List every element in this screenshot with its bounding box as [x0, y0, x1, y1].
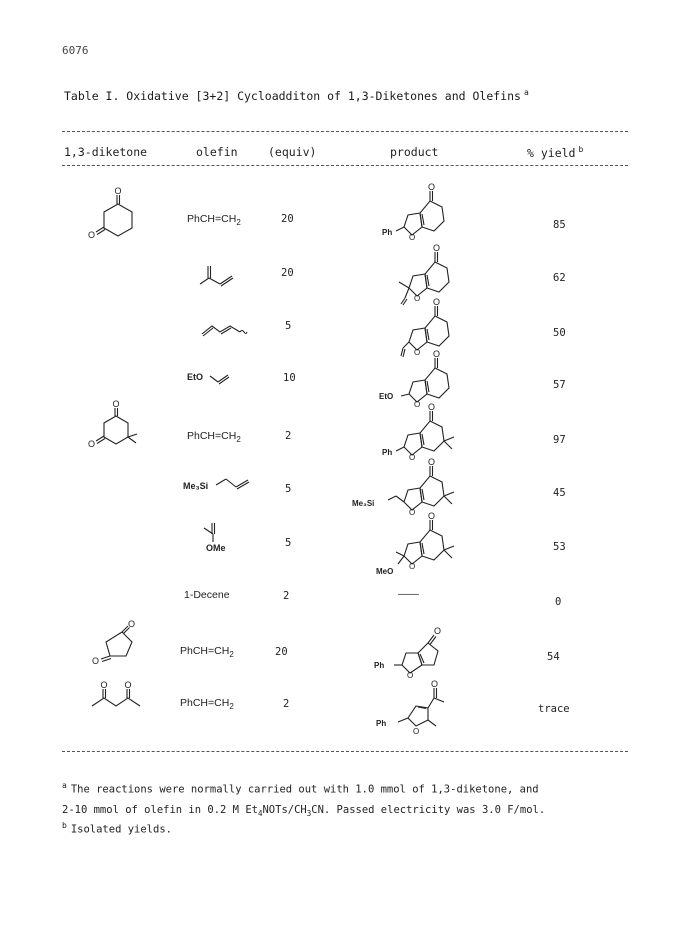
product-ring-oxygen: O: [409, 453, 416, 462]
product-ethoxy-label: EtO: [379, 392, 394, 401]
footnote-a-line2-pre: 2-10 mmol of olefin in 0.2 M Et: [62, 804, 258, 816]
header-top-rule: [62, 131, 628, 132]
table-title-text: Table I. Oxidative [3+2] Cycloadditon of 1,3-Diketones and Olefins: [64, 88, 521, 103]
olefin-formula: EtO: [187, 372, 204, 382]
header-olefin: olefin: [196, 145, 238, 159]
equiv-cell: 2: [283, 590, 290, 602]
olefin-subscript: 2: [229, 650, 234, 660]
olefin-subscript: 2: [229, 702, 234, 712]
product-structure-row9: [370, 625, 470, 681]
olefin-cell: [180, 645, 234, 659]
equiv-cell: 20: [281, 267, 294, 279]
equiv-cell: 10: [283, 372, 296, 384]
page-number: 6076: [62, 44, 89, 57]
no-product-cell: ——: [398, 588, 419, 600]
yield-cell: 85: [553, 219, 566, 231]
product-structure-row7: [370, 511, 480, 576]
olefin-formula: Me₃Si: [183, 481, 209, 491]
product-phenyl-label: Ph: [382, 228, 393, 237]
footnote-b: [62, 821, 172, 836]
product-ring-oxygen: O: [414, 348, 421, 357]
olefin-cell: [187, 372, 203, 382]
product-ketone-oxygen: O: [434, 626, 442, 636]
product-ketone-oxygen: O: [433, 349, 441, 359]
product-structure-row6: [350, 457, 470, 520]
product-ring-oxygen: O: [414, 294, 421, 303]
footnote-b-text: Isolated yields.: [70, 823, 172, 836]
ketone-oxygen-label: O: [114, 186, 122, 196]
product-structure-row10: [370, 679, 470, 736]
product-structure-row1: [380, 182, 470, 245]
equiv-cell: 20: [275, 646, 288, 658]
olefin-cell: [187, 430, 241, 444]
dimedone-structure: [88, 399, 158, 456]
header-product: product: [390, 145, 439, 159]
olefin-formula: PhCH=CH: [180, 697, 230, 709]
product-ketone-oxygen: O: [428, 182, 436, 192]
pentadiene-structure: [198, 318, 248, 340]
olefin-subscript: 2: [236, 218, 241, 228]
footnote-a-line1: [62, 781, 539, 796]
header-yield-text: % yield: [527, 145, 576, 160]
olefin-subscript: 2: [236, 435, 241, 445]
product-phenyl-label: Ph: [382, 448, 393, 457]
footnote-a-sub2: 3: [306, 809, 312, 819]
footnote-a-sub1: 4: [257, 809, 263, 819]
cyclopentanedione-structure: [88, 620, 148, 670]
olefin-formula: 1-Decene: [184, 589, 230, 601]
header-bottom-rule: [62, 165, 628, 166]
cyclohexanedione-structure: [88, 186, 148, 246]
isoprene-structure: [196, 262, 244, 290]
product-ketone-oxygen: O: [428, 457, 436, 467]
olefin-cell: [187, 213, 241, 227]
footnote-a-line2-post: CN. Passed electricity was 3.0 F/mol.: [311, 804, 546, 816]
olefin-cell: [183, 481, 208, 491]
table-title-footnote: a: [523, 88, 529, 97]
olefin-cell: [206, 543, 226, 553]
product-ketone-oxygen: O: [428, 402, 436, 412]
ketone-oxygen-label: O: [88, 439, 96, 449]
yield-cell: 50: [553, 327, 566, 339]
equiv-cell: 5: [285, 537, 292, 549]
table-title: [64, 88, 529, 103]
olefin-formula: PhCH=CH: [187, 213, 237, 225]
product-structure-row3: [385, 297, 475, 360]
product-ring-oxygen: O: [409, 562, 416, 571]
table-bottom-rule: [62, 751, 628, 752]
equiv-cell: 5: [285, 320, 292, 332]
product-ring-oxygen: O: [414, 400, 421, 409]
ketone-oxygen-label: O: [128, 619, 136, 629]
product-structure-row5: [380, 402, 480, 465]
product-ring-oxygen: O: [407, 671, 414, 680]
ketone-oxygen-label: O: [92, 656, 100, 666]
product-ketone-oxygen: O: [433, 297, 441, 307]
product-methoxy-label: MeO: [376, 567, 394, 576]
yield-cell: 53: [553, 541, 566, 553]
footnote-a-line2: [62, 804, 545, 818]
footnote-a-text: The reactions were normally carried out with 1.0 mmol of 1,3-diketone, and: [70, 783, 539, 796]
yield-cell: 57: [553, 379, 566, 391]
allyl-group-structure: [214, 477, 256, 495]
yield-cell: 97: [553, 434, 566, 446]
product-phenyl-label: Ph: [374, 661, 385, 670]
product-structure-row4: [375, 349, 475, 412]
equiv-cell: 20: [281, 213, 294, 225]
ketone-oxygen-label: O: [88, 230, 96, 240]
footnote-a-marker: a: [62, 781, 67, 790]
acetylacetone-structure: [86, 680, 156, 714]
product-structure-row2: [385, 243, 475, 306]
product-ketone-oxygen: O: [431, 679, 439, 689]
footnote-b-marker: b: [62, 821, 67, 830]
yield-cell: 62: [553, 272, 566, 284]
equiv-cell: 5: [285, 483, 292, 495]
olefin-formula: PhCH=CH: [180, 645, 230, 657]
product-ring-oxygen: O: [409, 233, 416, 242]
olefin-formula: PhCH=CH: [187, 430, 237, 442]
product-ring-oxygen: O: [413, 727, 420, 736]
olefin-cell: [184, 589, 230, 601]
header-equiv: (equiv): [268, 145, 317, 159]
ketone-oxygen-label: O: [100, 680, 108, 690]
olefin-formula: OMe: [206, 543, 226, 553]
equiv-cell: 2: [283, 698, 290, 710]
footnote-a-line2-mid: NOTs/CH: [262, 804, 307, 816]
ketone-oxygen-label: O: [124, 680, 132, 690]
olefin-cell: [180, 697, 234, 711]
yield-cell: 45: [553, 487, 566, 499]
product-trimethylsilyl-label: Me₃Si: [352, 499, 375, 508]
product-phenyl-label: Ph: [376, 719, 387, 728]
header-diketone: 1,3-diketone: [64, 145, 148, 159]
vinyl-group-structure: [208, 370, 238, 386]
product-ketone-oxygen: O: [433, 243, 441, 253]
yield-cell: trace: [538, 703, 570, 715]
yield-cell: 0: [555, 596, 562, 608]
product-ketone-oxygen: O: [428, 511, 436, 521]
yield-cell: 54: [547, 651, 560, 663]
header-yield-footnote: b: [578, 145, 584, 154]
ketone-oxygen-label: O: [112, 399, 120, 409]
header-yield: [527, 145, 583, 160]
equiv-cell: 2: [285, 430, 292, 442]
product-ring-oxygen: O: [409, 508, 416, 517]
